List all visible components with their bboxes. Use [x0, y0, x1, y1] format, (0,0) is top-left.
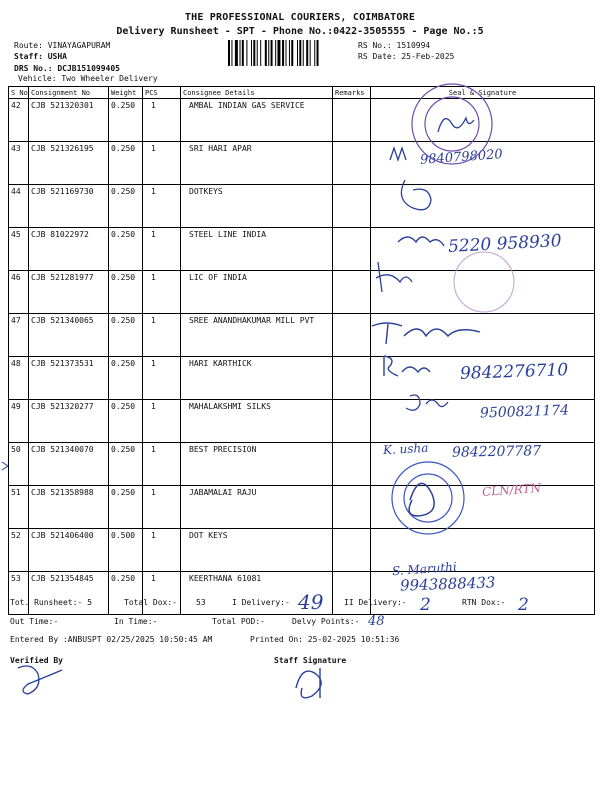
rs-date: RS Date: 25-Feb-2025 [358, 52, 455, 61]
table-row [9, 314, 595, 357]
handwritten-phone-53: 9943888433 [399, 573, 496, 595]
barcode-bar [297, 40, 298, 66]
cell-seal-signature [371, 271, 595, 314]
barcode-bar [303, 40, 304, 66]
cell-consignment-no: CJB 521373531 [29, 357, 109, 400]
cell-remarks [333, 228, 371, 271]
verified-signature-mark [18, 666, 62, 694]
barcode-bar [268, 40, 269, 66]
cell-pcs: 1 [143, 572, 181, 615]
cell-seal-signature [371, 185, 595, 228]
barcode-bar [246, 40, 247, 66]
drs-label: DRS No.: DCJB151099405 [14, 64, 120, 73]
barcode-bar [310, 40, 311, 66]
handwritten-phone-50: 9842207787 [451, 443, 542, 461]
handwritten-pod: 48 [368, 614, 385, 629]
cell-consignment-no: CJB 521354845 [29, 572, 109, 615]
cell-weight: 0.250 [109, 99, 143, 142]
cell-consignment-no: CJB 521326195 [29, 142, 109, 185]
col-weight: Weight [109, 87, 143, 99]
cell-remarks [333, 314, 371, 357]
cell-weight: 0.250 [109, 572, 143, 615]
table-row [9, 185, 595, 228]
barcode-bar [240, 40, 241, 66]
cell-consignment-no: CJB 521320277 [29, 400, 109, 443]
barcode-bar [265, 40, 267, 66]
handwritten-rtn: 2 [518, 595, 529, 615]
barcode [228, 40, 350, 66]
return-stamp-text: CLN/RTN [481, 480, 542, 500]
cell-pcs: 1 [143, 99, 181, 142]
cell-weight: 0.250 [109, 142, 143, 185]
cell-sno: 47 [9, 314, 29, 357]
staff-label: Staff: USHA [14, 52, 67, 61]
barcode-bar [277, 40, 280, 66]
total-dox-label: Total Dox:- [124, 598, 177, 607]
table-row [9, 529, 595, 572]
cell-consignment-no: CJB 521340065 [29, 314, 109, 357]
cell-remarks [333, 572, 371, 615]
cell-seal-signature [371, 99, 595, 142]
col-consignment-no: Consignment No [29, 87, 109, 99]
barcode-bar [257, 40, 258, 66]
ii-delivery-label: II Delivery:- [344, 598, 407, 607]
cell-pcs: 1 [143, 185, 181, 228]
barcode-bar [253, 40, 255, 66]
handwritten-ii-delivery: 2 [420, 595, 431, 615]
total-dox-value: 53 [196, 598, 206, 607]
barcode-bar [231, 40, 232, 66]
i-delivery-label: I Delivery:- [232, 598, 290, 607]
cell-sno: 46 [9, 271, 29, 314]
cell-sno: 45 [9, 228, 29, 271]
cell-pcs: 1 [143, 142, 181, 185]
verified-by-label: Verified By [10, 656, 63, 665]
cell-consignment-no: CJB 521340070 [29, 443, 109, 486]
cell-remarks [333, 142, 371, 185]
cell-sno: 49 [9, 400, 29, 443]
cell-weight: 0.250 [109, 185, 143, 228]
cell-weight: 0.500 [109, 529, 143, 572]
total-runsheet: Tot. Runsheet:- 5 [10, 598, 92, 607]
vehicle-label: Vehicle: Two Wheeler Delivery [18, 74, 158, 83]
col-remarks: Remarks [333, 87, 371, 99]
cell-consignment-no: CJB 81022972 [29, 228, 109, 271]
cell-consignee: SREE ANANDHAKUMAR MILL PVT [181, 314, 333, 357]
cell-sno: 51 [9, 486, 29, 529]
cell-consignee: SRI HARI APAR [181, 142, 333, 185]
cell-weight: 0.250 [109, 314, 143, 357]
cell-consignee: BEST PRECISION [181, 443, 333, 486]
barcode-bar [242, 40, 244, 66]
barcode-bar [260, 40, 261, 66]
table-row [9, 99, 595, 142]
col-consignee: Consignee Details [181, 87, 333, 99]
barcode-bar [251, 40, 252, 66]
col-sno: S No [9, 87, 29, 99]
table-row [9, 142, 595, 185]
barcode-bar [286, 40, 287, 66]
cell-sno: 52 [9, 529, 29, 572]
cell-sno: 53 [9, 572, 29, 615]
out-time-label: Out Time:- [10, 617, 59, 626]
cell-weight: 0.250 [109, 271, 143, 314]
cell-sno: 42 [9, 99, 29, 142]
table-header-row [9, 87, 595, 99]
cell-consignee: STEEL LINE INDIA [181, 228, 333, 271]
rs-number: RS No.: 1510994 [358, 41, 431, 50]
route-label: Route: VINAYAGAPURAM [14, 41, 111, 50]
barcode-bar [306, 40, 308, 66]
cell-remarks [333, 529, 371, 572]
cell-seal-signature [371, 314, 595, 357]
cell-consignment-no: CJB 521406400 [29, 529, 109, 572]
cell-weight: 0.250 [109, 400, 143, 443]
cell-consignee: JABAMALAI RAJU [181, 486, 333, 529]
barcode-bar [317, 40, 319, 66]
handwritten-name-53: S. Maruthi [391, 559, 458, 579]
col-seal-signature: Seal & Signature [371, 87, 595, 99]
cell-consignee: HARI KARTHICK [181, 357, 333, 400]
barcode-bar [299, 40, 301, 66]
cell-consignment-no: CJB 521169730 [29, 185, 109, 228]
cell-consignment-no: CJB 521320301 [29, 99, 109, 142]
staff-signature-label: Staff Signature [274, 656, 347, 665]
cell-pcs: 1 [143, 486, 181, 529]
handwritten-phone-49: 9500821174 [479, 402, 570, 422]
barcode-bar [271, 40, 273, 66]
handwritten-phone-45: 5220 958930 [447, 231, 563, 257]
cell-pcs: 1 [143, 529, 181, 572]
barcode-bar [314, 40, 315, 66]
rtn-dox-label: RTN Dox:- [462, 598, 506, 607]
cell-remarks [333, 357, 371, 400]
staff-signature-mark [296, 668, 321, 698]
table-row [9, 271, 595, 314]
in-time-label: In Time:- [114, 617, 158, 626]
delvy-points-label: Delvy Points:- [292, 617, 360, 626]
cell-remarks [333, 486, 371, 529]
cell-remarks [333, 99, 371, 142]
cell-consignment-no: CJB 521281977 [29, 271, 109, 314]
handwritten-i-delivery: 49 [298, 590, 324, 614]
cell-consignee: DOT KEYS [181, 529, 333, 572]
runsheet-table [8, 86, 595, 615]
runsheet-subtitle: Delivery Runsheet - SPT - Phone No.:0422-3505555 - Page No.:5 [116, 26, 484, 37]
cell-remarks [333, 443, 371, 486]
handwritten-phone-43: 9840798020 [419, 147, 504, 168]
cell-sno: 43 [9, 142, 29, 185]
cell-weight: 0.250 [109, 486, 143, 529]
company-title: THE PROFESSIONAL COURIERS, COIMBATORE [184, 12, 416, 23]
barcode-bar [235, 40, 238, 66]
cell-sno: 44 [9, 185, 29, 228]
cell-consignee: MAHALAKSHMI SILKS [181, 400, 333, 443]
cell-sno: 50 [9, 443, 29, 486]
entered-by: Entered By :ANBUSPT 02/25/2025 10:50:45 AM [10, 635, 213, 644]
barcode-bar [291, 40, 293, 66]
total-pod-label: Total POD:- [212, 617, 265, 626]
cell-consignee: DOTKEYS [181, 185, 333, 228]
cell-remarks [333, 185, 371, 228]
cell-pcs: 1 [143, 314, 181, 357]
cell-pcs: 1 [143, 443, 181, 486]
cell-consignee: LIC OF INDIA [181, 271, 333, 314]
barcode-bar [289, 40, 290, 66]
cell-pcs: 1 [143, 228, 181, 271]
cell-consignee: KEERTHANA 61081 [181, 572, 333, 615]
col-pcs: PCS [143, 87, 181, 99]
barcode-bar [282, 40, 284, 66]
cell-weight: 0.250 [109, 228, 143, 271]
cell-pcs: 1 [143, 357, 181, 400]
cell-pcs: 1 [143, 400, 181, 443]
printed-on: Printed On: 25-02-2025 10:51:36 [250, 635, 400, 644]
cell-remarks [333, 400, 371, 443]
cell-sno: 48 [9, 357, 29, 400]
handwritten-phone-48: 9842276710 [459, 360, 569, 384]
cell-remarks [333, 271, 371, 314]
cell-pcs: 1 [143, 271, 181, 314]
cell-weight: 0.250 [109, 443, 143, 486]
barcode-bar [275, 40, 276, 66]
cell-consignment-no: CJB 521358988 [29, 486, 109, 529]
cell-weight: 0.250 [109, 357, 143, 400]
cell-consignee: AMBAL INDIAN GAS SERVICE [181, 99, 333, 142]
barcode-bar [228, 40, 230, 66]
handwritten-name-50: K. usha [382, 440, 429, 458]
